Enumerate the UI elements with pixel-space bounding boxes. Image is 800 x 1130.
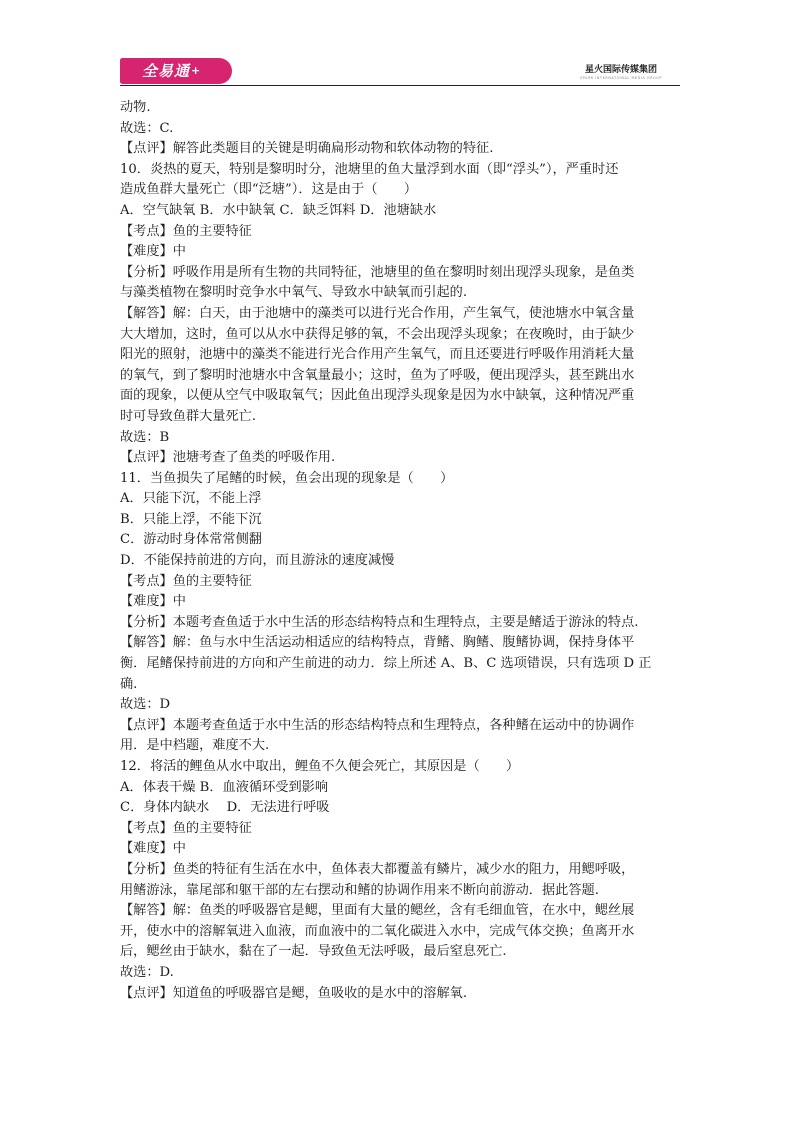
text-line: 的氧气，到了黎明时池塘水中含氧量最小；这时，鱼为了呼吸，便出现浮头，甚至跳出水 (120, 367, 635, 383)
text-line: 衡．尾鳍保持前进的方向和产生前进的动力．综上所述 A、B、C 选项错误，只有选项 D 正 (120, 656, 652, 672)
text-line: D．不能保持前进的方向，而且游泳的速度减慢 (120, 553, 395, 569)
text-line: A．只能下沉，不能上浮 (120, 491, 262, 507)
text-line: 故选：D. (120, 964, 174, 980)
text-line: 确. (120, 676, 138, 692)
text-line: 【考点】鱼的主要特征 (120, 573, 252, 589)
text-line: C．身体内缺水 D．无法进行呼吸 (120, 800, 330, 816)
text-line: 【解答】解：鱼类的呼吸器官是鳃，里面有大量的鳃丝，含有毛细血管，在水中，鳃丝展 (120, 903, 635, 919)
text-line: 【解答】解：白天，由于池塘中的藻类可以进行光合作用，产生氧气，使池塘水中氧含量 (120, 305, 635, 321)
text-line: 【难度】中 (120, 244, 186, 260)
text-line: 【点评】解答此类题目的关键是明确扁形动物和软体动物的特征. (120, 141, 494, 157)
text-line: 用．是中档题，难度不大. (120, 738, 270, 754)
text-line: 【分析】本题考查鱼适于水中生活的形态结构特点和生理特点，主要是鳍适于游泳的特点. (120, 614, 639, 630)
text-line: 【难度】中 (120, 594, 186, 610)
text-line: 【点评】知道鱼的呼吸器官是鳃，鱼吸收的是水中的溶解氧. (120, 985, 468, 1001)
logo-plus: + (191, 64, 202, 77)
text-line: 故选：B (120, 429, 170, 445)
text-line: 造成鱼群大量死亡（即“泛塘”）．这是由于（ ） (120, 182, 418, 198)
text-line: 11．当鱼损失了尾鳍的时候，鱼会出现的现象是（ ） (120, 470, 454, 486)
text-line: 面的现象，以便从空气中吸取氧气；因此鱼出现浮头现象是因为水中缺氧，这种情况严重 (120, 388, 635, 404)
text-line: C．游动时身体常常侧翻 (120, 532, 262, 548)
header-divider (120, 85, 680, 86)
text-line: 【分析】鱼类的特征有生活在水中，鱼体表大都覆盖有鳞片，减少水的阻力，用鳃呼吸， (120, 861, 635, 877)
text-line: 用鳍游泳，靠尾部和躯干部的左右摆动和鳍的协调作用来不断向前游动．据此答题. (120, 882, 599, 898)
page-header (120, 56, 680, 86)
text-line: B．只能上浮，不能下沉 (120, 511, 262, 527)
company-name: 星火国际传媒集团 (584, 65, 657, 75)
text-line: A．体表干燥 B．血液循环受到影响 (120, 779, 329, 795)
text-line: 时可导致鱼群大量死亡. (120, 408, 257, 424)
text-line: 故选：C. (120, 120, 174, 136)
brand-logo (120, 58, 232, 84)
text-line: 大大增加，这时，鱼可以从水中获得足够的氧，不会出现浮头现象；在夜晚时，由于缺少 (120, 326, 635, 342)
text-line: 【考点】鱼的主要特征 (120, 820, 252, 836)
text-line: 阳光的照射，池塘中的藻类不能进行光合作用产生氧气，而且还要进行呼吸作用消耗大量 (120, 347, 635, 363)
text-line: 后，鳃丝由于缺水，黏在了一起．导致鱼无法呼吸，最后窒息死亡. (120, 944, 507, 960)
company-block (580, 62, 662, 80)
text-line: 动物. (120, 100, 151, 115)
document-body (120, 98, 686, 1004)
text-line: 【分析】呼吸作用是所有生物的共同特征，池塘里的鱼在黎明时刻出现浮头现象，是鱼类 (120, 264, 635, 280)
text-line: 【点评】池塘考查了鱼类的呼吸作用. (120, 450, 336, 466)
text-line: 【解答】解：鱼与水中生活运动相适应的结构特点，背鳍、胸鳍、腹鳍协调，保持身体平 (120, 635, 635, 651)
text-line: 12．将活的鲤鱼从水中取出，鲤鱼不久便会死亡，其原因是（ ） (120, 759, 520, 774)
company-subtitle: SPARK INTERNATIONAL MEDIA GROUP (579, 76, 662, 80)
text-line: 10．炎热的夏天，特别是黎明时分，池塘里的鱼大量浮到水面（即“浮头”），严重时还 (120, 161, 619, 177)
logo-text: 全易通 (142, 62, 191, 80)
text-line: 【点评】本题考查鱼适于水中生活的形态结构特点和生理特点，各种鳍在运动中的协调作 (120, 717, 635, 733)
text-line: 【难度】中 (120, 841, 186, 857)
text-line: 【考点】鱼的主要特征 (120, 223, 252, 239)
text-line: 开，使水中的溶解氧进入血液，而血液中的二氧化碳进入水中，完成气体交换；鱼离开水 (120, 923, 635, 939)
text-line: A．空气缺氧 B．水中缺氧 C．缺乏饵料 D．池塘缺水 (120, 202, 437, 218)
text-line: 故选：D (120, 697, 171, 713)
text-line: 与藻类植物在黎明时竞争水中氧气、导致水中缺氧而引起的. (120, 285, 468, 301)
